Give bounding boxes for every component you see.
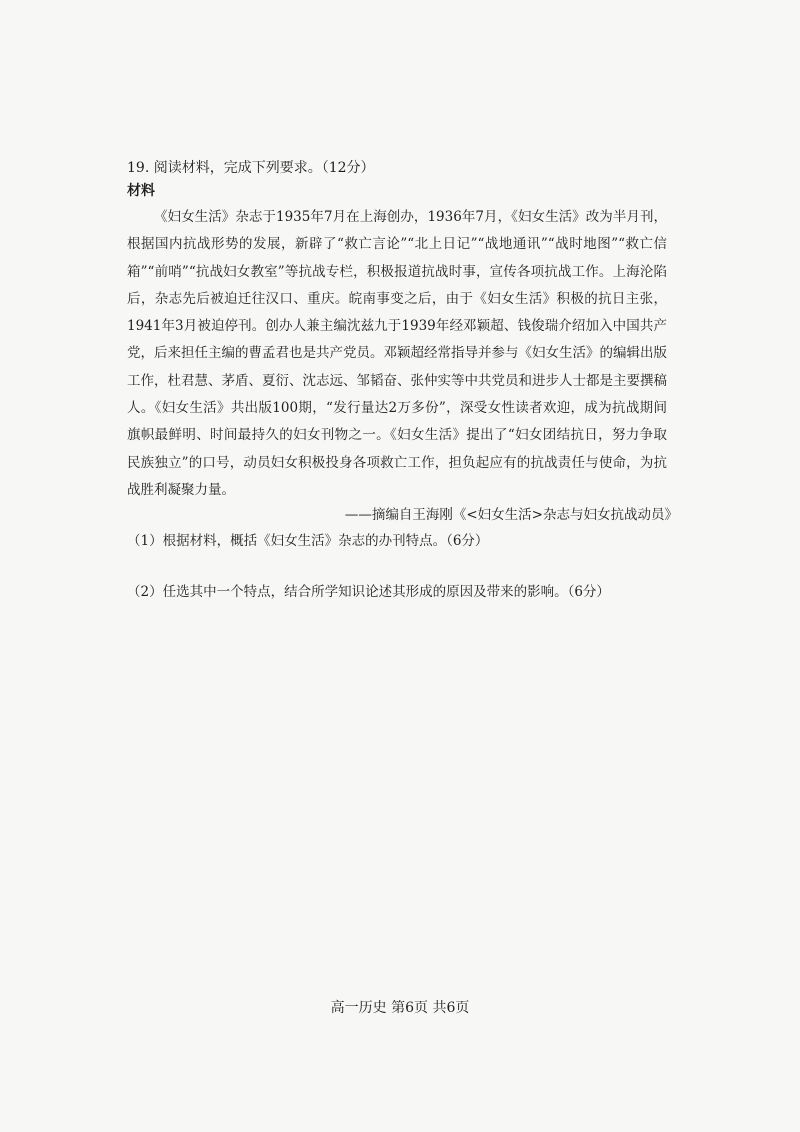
page-footer: 高一历史 第6页 共6页 [330, 1000, 470, 1016]
answer-area-1 [127, 556, 667, 578]
sub-question-1: （1）根据材料，概括《妇女生活》杂志的办刊特点。（6分） [127, 533, 489, 549]
answer-area-2 [127, 607, 667, 987]
material-label: 材料 [127, 183, 155, 199]
sub-question-2: （2）任选其中一个特点，结合所学知识论述其形成的原因及带来的影响。（6分） [127, 584, 610, 600]
question-header: 19. 阅读材料，完成下列要求。（12分） [127, 160, 375, 176]
material-body: 《妇女生活》杂志于1935年7月在上海创办，1936年7月，《妇女生活》改为半月刊，根据国内抗战形势的发展，新辟了“救亡言论”“北上日记”“战地通讯”“战时地图”“救亡信箱”“前哨”“抗战妇女教室”等抗战专栏，积极报道抗战时事，宣传各项抗战工作。上海沦陷后，杂志先后被迫迁往汉口、重庆。皖南事变之后，由于《妇女生活》积极的抗日主张，1941年3月被迫停刊。创办人兼主编沈兹九于1939年经邓颖超、钱俊瑞介绍加入中国共产党，后来担任主编的曹孟君也是共产党员。邓颖超经常指导并参与《妇女生活》的编辑出版工作，杜君慧、茅盾、夏衍、沈志远、邹韬奋、张仲实等中共党员和进步人士都是主要撰稿人。《妇女生活》共出版100期，“发行量达2万多份”，深受女性读者欢迎，成为抗战期间旗帜最鲜明、时间最持久的妇女刊物之一。《妇女生活》提出了“妇女团结抗日，努力争取民族独立”的口号，动员妇女积极投身各项救亡工作，担负起应有的抗战责任与使命，为抗战胜利凝聚力量。 [127, 209, 667, 498]
material-source: ——摘编自王海刚《<妇女生活>杂志与妇女抗战动员》 [344, 507, 678, 523]
